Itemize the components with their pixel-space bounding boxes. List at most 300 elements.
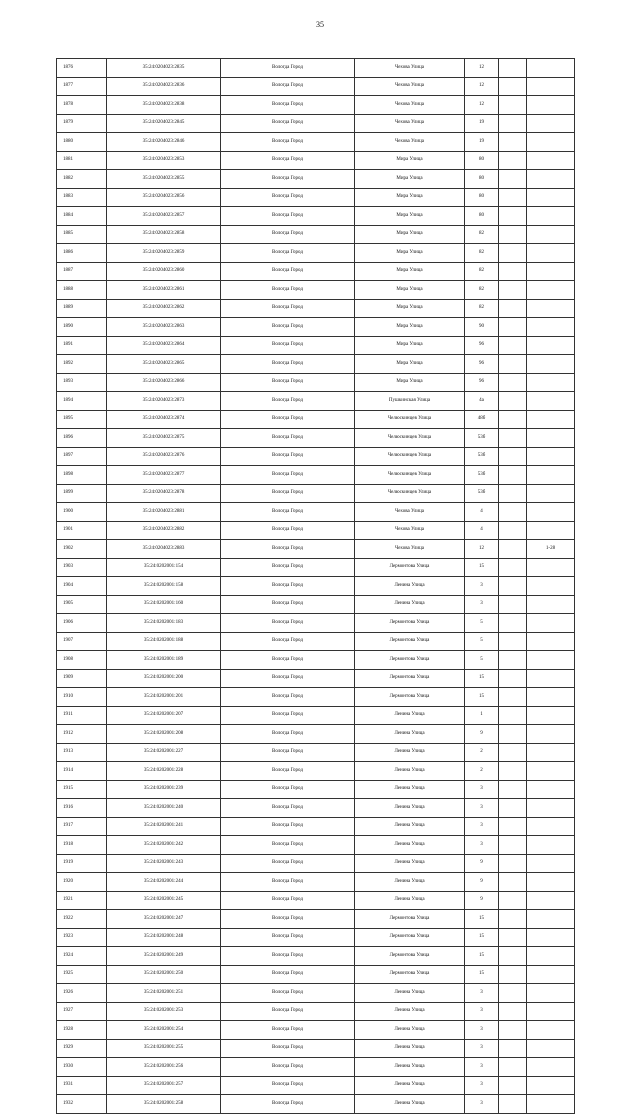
row-number-cell: 1886 <box>57 244 107 263</box>
row-number-cell: 1901 <box>57 521 107 540</box>
table-row <box>57 318 575 337</box>
empty-cell <box>499 151 527 170</box>
empty-cell <box>499 207 527 226</box>
city-cell: Вологда Город <box>221 910 355 929</box>
house-number-cell: 3 <box>465 1021 499 1040</box>
city-cell: Вологда Город <box>221 836 355 855</box>
street-cell: Лермонтова Улица <box>355 651 465 670</box>
city-cell: Вологда Город <box>221 336 355 355</box>
city-cell: Вологда Город <box>221 1076 355 1095</box>
city-cell: Вологда Город <box>221 984 355 1003</box>
city-cell: Вологда Город <box>221 299 355 318</box>
apartment-cell <box>527 225 575 244</box>
cadastral-number-cell: 35:24:0202001:160 <box>107 595 221 614</box>
empty-cell <box>499 336 527 355</box>
empty-cell <box>499 984 527 1003</box>
cadastral-number-cell: 35:24:0204023:2877 <box>107 466 221 485</box>
cadastral-number-cell: 35:24:0204023:2865 <box>107 355 221 374</box>
street-cell: Лермонтова Улица <box>355 928 465 947</box>
table-row <box>57 410 575 429</box>
empty-cell <box>499 910 527 929</box>
row-number-cell: 1902 <box>57 540 107 559</box>
apartment-cell <box>527 96 575 115</box>
table-row <box>57 281 575 300</box>
apartment-cell <box>527 429 575 448</box>
cadastral-number-cell: 35:24:0202001:201 <box>107 688 221 707</box>
table-row <box>57 59 575 78</box>
house-number-cell: 53б <box>465 447 499 466</box>
empty-cell <box>499 836 527 855</box>
apartment-cell <box>527 762 575 781</box>
table-row <box>57 1039 575 1058</box>
table-row <box>57 669 575 688</box>
city-cell: Вологда Город <box>221 59 355 78</box>
street-cell: Мира Улица <box>355 318 465 337</box>
city-cell: Вологда Город <box>221 410 355 429</box>
table-row <box>57 817 575 836</box>
row-number-cell: 1924 <box>57 947 107 966</box>
table-row <box>57 299 575 318</box>
city-cell: Вологда Город <box>221 521 355 540</box>
table-row <box>57 484 575 503</box>
apartment-cell: 1-28 <box>527 540 575 559</box>
street-cell: Ленина Улица <box>355 1021 465 1040</box>
city-cell: Вологда Город <box>221 1002 355 1021</box>
city-cell: Вологда Город <box>221 1058 355 1077</box>
house-number-cell: 53б <box>465 484 499 503</box>
row-number-cell: 1881 <box>57 151 107 170</box>
city-cell: Вологда Город <box>221 891 355 910</box>
row-number-cell: 1884 <box>57 207 107 226</box>
house-number-cell: 19 <box>465 133 499 152</box>
house-number-cell: 80 <box>465 170 499 189</box>
cadastral-number-cell: 35:24:0202001:189 <box>107 651 221 670</box>
street-cell: Мира Улица <box>355 188 465 207</box>
empty-cell <box>499 854 527 873</box>
house-number-cell: 9 <box>465 854 499 873</box>
table-row <box>57 521 575 540</box>
cadastral-number-cell: 35:24:0204023:2855 <box>107 170 221 189</box>
table-row <box>57 244 575 263</box>
empty-cell <box>499 96 527 115</box>
cadastral-number-cell: 35:24:0202001:200 <box>107 669 221 688</box>
house-number-cell: 2 <box>465 762 499 781</box>
table-row <box>57 151 575 170</box>
house-number-cell: 82 <box>465 299 499 318</box>
apartment-cell <box>527 151 575 170</box>
house-number-cell: 80 <box>465 188 499 207</box>
table-row <box>57 96 575 115</box>
city-cell: Вологда Город <box>221 817 355 836</box>
cadastral-number-cell: 35:24:0202001:255 <box>107 1039 221 1058</box>
apartment-cell <box>527 59 575 78</box>
street-cell: Лермонтова Улица <box>355 558 465 577</box>
cadastral-number-cell: 35:24:0202001:250 <box>107 965 221 984</box>
house-number-cell: 4 <box>465 503 499 522</box>
cadastral-number-cell: 35:24:0204023:2858 <box>107 225 221 244</box>
apartment-cell <box>527 817 575 836</box>
table-row <box>57 429 575 448</box>
empty-cell <box>499 947 527 966</box>
street-cell: Лермонтова Улица <box>355 688 465 707</box>
empty-cell <box>499 244 527 263</box>
street-cell: Мира Улица <box>355 355 465 374</box>
empty-cell <box>499 373 527 392</box>
table-row <box>57 1095 575 1114</box>
apartment-cell <box>527 947 575 966</box>
house-number-cell: 15 <box>465 558 499 577</box>
city-cell: Вологда Город <box>221 558 355 577</box>
empty-cell <box>499 817 527 836</box>
empty-cell <box>499 688 527 707</box>
house-number-cell: 4 <box>465 521 499 540</box>
house-number-cell: 5 <box>465 651 499 670</box>
apartment-cell <box>527 373 575 392</box>
empty-cell <box>499 891 527 910</box>
city-cell: Вологда Город <box>221 466 355 485</box>
apartment-cell <box>527 77 575 96</box>
empty-cell <box>499 595 527 614</box>
table-row <box>57 706 575 725</box>
table-body <box>57 59 575 1114</box>
table-row <box>57 392 575 411</box>
row-number-cell: 1912 <box>57 725 107 744</box>
city-cell: Вологда Город <box>221 355 355 374</box>
street-cell: Ленина Улица <box>355 1058 465 1077</box>
table-row <box>57 336 575 355</box>
street-cell: Лермонтова Улица <box>355 669 465 688</box>
empty-cell <box>499 577 527 596</box>
street-cell: Ленина Улица <box>355 836 465 855</box>
table-row <box>57 725 575 744</box>
cadastral-number-cell: 35:24:0202001:239 <box>107 780 221 799</box>
house-number-cell: 3 <box>465 780 499 799</box>
apartment-cell <box>527 484 575 503</box>
city-cell: Вологда Город <box>221 595 355 614</box>
cadastral-number-cell: 35:24:0202001:240 <box>107 799 221 818</box>
empty-cell <box>499 521 527 540</box>
house-number-cell: 12 <box>465 77 499 96</box>
cadastral-number-cell: 35:24:0204023:2846 <box>107 133 221 152</box>
empty-cell <box>499 725 527 744</box>
house-number-cell: 3 <box>465 1076 499 1095</box>
street-cell: Ленина Улица <box>355 1076 465 1095</box>
city-cell: Вологда Город <box>221 373 355 392</box>
empty-cell <box>499 762 527 781</box>
cadastral-number-cell: 35:24:0202001:154 <box>107 558 221 577</box>
house-number-cell: 3 <box>465 799 499 818</box>
street-cell: Ленина Улица <box>355 854 465 873</box>
apartment-cell <box>527 688 575 707</box>
row-number-cell: 1932 <box>57 1095 107 1114</box>
page-number: 35 <box>316 20 324 29</box>
row-number-cell: 1916 <box>57 799 107 818</box>
house-number-cell: 19 <box>465 114 499 133</box>
table-row <box>57 447 575 466</box>
row-number-cell: 1910 <box>57 688 107 707</box>
table-row <box>57 1076 575 1095</box>
apartment-cell <box>527 632 575 651</box>
apartment-cell <box>527 244 575 263</box>
row-number-cell: 1900 <box>57 503 107 522</box>
row-number-cell: 1915 <box>57 780 107 799</box>
street-cell: Лермонтова Улица <box>355 965 465 984</box>
table-row <box>57 558 575 577</box>
empty-cell <box>499 743 527 762</box>
street-cell: Чехова Улица <box>355 521 465 540</box>
empty-cell <box>499 392 527 411</box>
empty-cell <box>499 1076 527 1095</box>
apartment-cell <box>527 170 575 189</box>
row-number-cell: 1929 <box>57 1039 107 1058</box>
empty-cell <box>499 1058 527 1077</box>
table-row <box>57 780 575 799</box>
cadastral-number-cell: 35:24:0202001:243 <box>107 854 221 873</box>
table-row <box>57 947 575 966</box>
house-number-cell: 3 <box>465 817 499 836</box>
city-cell: Вологда Город <box>221 577 355 596</box>
apartment-cell <box>527 114 575 133</box>
street-cell: Ленина Улица <box>355 1095 465 1114</box>
street-cell: Челюскинцев Улица <box>355 410 465 429</box>
empty-cell <box>499 225 527 244</box>
house-number-cell: 15 <box>465 910 499 929</box>
table-row <box>57 743 575 762</box>
table-row <box>57 873 575 892</box>
city-cell: Вологда Город <box>221 77 355 96</box>
street-cell: Ленина Улица <box>355 706 465 725</box>
table-row <box>57 595 575 614</box>
street-cell: Ленина Улица <box>355 984 465 1003</box>
apartment-cell <box>527 928 575 947</box>
street-cell: Челюскинцев Улица <box>355 466 465 485</box>
street-cell: Ленина Улица <box>355 873 465 892</box>
street-cell: Ленина Улица <box>355 1002 465 1021</box>
row-number-cell: 1903 <box>57 558 107 577</box>
street-cell: Ленина Улица <box>355 725 465 744</box>
city-cell: Вологда Город <box>221 688 355 707</box>
apartment-cell <box>527 965 575 984</box>
register-table <box>56 58 575 1114</box>
house-number-cell: 12 <box>465 540 499 559</box>
house-number-cell: 82 <box>465 244 499 263</box>
apartment-cell <box>527 706 575 725</box>
row-number-cell: 1888 <box>57 281 107 300</box>
apartment-cell <box>527 836 575 855</box>
empty-cell <box>499 928 527 947</box>
house-number-cell: 3 <box>465 1002 499 1021</box>
empty-cell <box>499 188 527 207</box>
cadastral-number-cell: 35:24:0204023:2857 <box>107 207 221 226</box>
city-cell: Вологда Город <box>221 114 355 133</box>
table-row <box>57 651 575 670</box>
cadastral-number-cell: 35:24:0202001:242 <box>107 836 221 855</box>
empty-cell <box>499 503 527 522</box>
street-cell: Мира Улица <box>355 244 465 263</box>
street-cell: Челюскинцев Улица <box>355 429 465 448</box>
apartment-cell <box>527 318 575 337</box>
empty-cell <box>499 262 527 281</box>
row-number-cell: 1905 <box>57 595 107 614</box>
street-cell: Лермонтова Улица <box>355 632 465 651</box>
house-number-cell: 90 <box>465 318 499 337</box>
apartment-cell <box>527 521 575 540</box>
apartment-cell <box>527 669 575 688</box>
row-number-cell: 1911 <box>57 706 107 725</box>
cadastral-number-cell: 35:24:0204023:2882 <box>107 521 221 540</box>
cadastral-number-cell: 35:24:0204023:2861 <box>107 281 221 300</box>
cadastral-number-cell: 35:24:0204023:2874 <box>107 410 221 429</box>
row-number-cell: 1880 <box>57 133 107 152</box>
city-cell: Вологда Город <box>221 447 355 466</box>
street-cell: Лермонтова Улица <box>355 910 465 929</box>
cadastral-number-cell: 35:24:0202001:256 <box>107 1058 221 1077</box>
house-number-cell: 96 <box>465 336 499 355</box>
row-number-cell: 1896 <box>57 429 107 448</box>
city-cell: Вологда Город <box>221 651 355 670</box>
street-cell: Мира Улица <box>355 336 465 355</box>
cadastral-number-cell: 35:24:0204023:2862 <box>107 299 221 318</box>
street-cell: Челюскинцев Улица <box>355 484 465 503</box>
street-cell: Мира Улица <box>355 225 465 244</box>
table-row <box>57 503 575 522</box>
table-row <box>57 1002 575 1021</box>
empty-cell <box>499 318 527 337</box>
city-cell: Вологда Город <box>221 318 355 337</box>
row-number-cell: 1885 <box>57 225 107 244</box>
city-cell: Вологда Город <box>221 965 355 984</box>
cadastral-number-cell: 35:24:0204023:2876 <box>107 447 221 466</box>
empty-cell <box>499 614 527 633</box>
row-number-cell: 1897 <box>57 447 107 466</box>
table-row <box>57 836 575 855</box>
house-number-cell: 96 <box>465 373 499 392</box>
street-cell: Ленина Улица <box>355 577 465 596</box>
street-cell: Мира Улица <box>355 207 465 226</box>
empty-cell <box>499 1002 527 1021</box>
table-row <box>57 540 575 559</box>
city-cell: Вологда Город <box>221 669 355 688</box>
street-cell: Мира Улица <box>355 373 465 392</box>
table-row <box>57 854 575 873</box>
street-cell: Чехова Улица <box>355 77 465 96</box>
empty-cell <box>499 706 527 725</box>
city-cell: Вологда Город <box>221 928 355 947</box>
street-cell: Чехова Улица <box>355 133 465 152</box>
apartment-cell <box>527 891 575 910</box>
row-number-cell: 1898 <box>57 466 107 485</box>
row-number-cell: 1890 <box>57 318 107 337</box>
house-number-cell: 53б <box>465 429 499 448</box>
house-number-cell: 15 <box>465 928 499 947</box>
street-cell: Чехова Улица <box>355 96 465 115</box>
row-number-cell: 1931 <box>57 1076 107 1095</box>
house-number-cell: 5 <box>465 632 499 651</box>
house-number-cell: 4а <box>465 392 499 411</box>
empty-cell <box>499 1039 527 1058</box>
table-row <box>57 188 575 207</box>
house-number-cell: 3 <box>465 1058 499 1077</box>
street-cell: Чехова Улица <box>355 114 465 133</box>
table-row <box>57 984 575 1003</box>
table-row <box>57 262 575 281</box>
street-cell: Ленина Улица <box>355 780 465 799</box>
house-number-cell: 3 <box>465 836 499 855</box>
apartment-cell <box>527 614 575 633</box>
apartment-cell <box>527 281 575 300</box>
cadastral-number-cell: 35:24:0204023:2866 <box>107 373 221 392</box>
apartment-cell <box>527 1095 575 1114</box>
street-cell: Ленина Улица <box>355 1039 465 1058</box>
cadastral-number-cell: 35:24:0202001:248 <box>107 928 221 947</box>
table-row <box>57 114 575 133</box>
row-number-cell: 1908 <box>57 651 107 670</box>
cadastral-number-cell: 35:24:0202001:251 <box>107 984 221 1003</box>
empty-cell <box>499 484 527 503</box>
apartment-cell <box>527 410 575 429</box>
table-row <box>57 799 575 818</box>
cadastral-number-cell: 35:24:0204023:2875 <box>107 429 221 448</box>
row-number-cell: 1920 <box>57 873 107 892</box>
house-number-cell: 15 <box>465 669 499 688</box>
cadastral-number-cell: 35:24:0204023:2883 <box>107 540 221 559</box>
empty-cell <box>499 651 527 670</box>
city-cell: Вологда Город <box>221 281 355 300</box>
street-cell: Ленина Улица <box>355 799 465 818</box>
row-number-cell: 1921 <box>57 891 107 910</box>
city-cell: Вологда Город <box>221 262 355 281</box>
table-row <box>57 1058 575 1077</box>
street-cell: Ленина Улица <box>355 743 465 762</box>
apartment-cell <box>527 207 575 226</box>
cadastral-number-cell: 35:24:0204023:2845 <box>107 114 221 133</box>
city-cell: Вологда Город <box>221 854 355 873</box>
row-number-cell: 1907 <box>57 632 107 651</box>
row-number-cell: 1882 <box>57 170 107 189</box>
row-number-cell: 1899 <box>57 484 107 503</box>
cadastral-number-cell: 35:24:0204023:2836 <box>107 77 221 96</box>
empty-cell <box>499 133 527 152</box>
row-number-cell: 1914 <box>57 762 107 781</box>
table-row <box>57 632 575 651</box>
apartment-cell <box>527 466 575 485</box>
table-row <box>57 466 575 485</box>
row-number-cell: 1878 <box>57 96 107 115</box>
cadastral-number-cell: 35:24:0204023:2873 <box>107 392 221 411</box>
row-number-cell: 1904 <box>57 577 107 596</box>
empty-cell <box>499 799 527 818</box>
apartment-cell <box>527 503 575 522</box>
house-number-cell: 3 <box>465 577 499 596</box>
row-number-cell: 1883 <box>57 188 107 207</box>
apartment-cell <box>527 336 575 355</box>
table-row <box>57 77 575 96</box>
apartment-cell <box>527 299 575 318</box>
house-number-cell: 12 <box>465 59 499 78</box>
row-number-cell: 1887 <box>57 262 107 281</box>
row-number-cell: 1891 <box>57 336 107 355</box>
cadastral-number-cell: 35:24:0204023:2835 <box>107 59 221 78</box>
cadastral-number-cell: 35:24:0204023:2864 <box>107 336 221 355</box>
house-number-cell: 15 <box>465 965 499 984</box>
table-row <box>57 1021 575 1040</box>
city-cell: Вологда Город <box>221 429 355 448</box>
city-cell: Вологда Город <box>221 1021 355 1040</box>
row-number-cell: 1923 <box>57 928 107 947</box>
house-number-cell: 53б <box>465 466 499 485</box>
cadastral-number-cell: 35:24:0202001:228 <box>107 762 221 781</box>
city-cell: Вологда Город <box>221 762 355 781</box>
